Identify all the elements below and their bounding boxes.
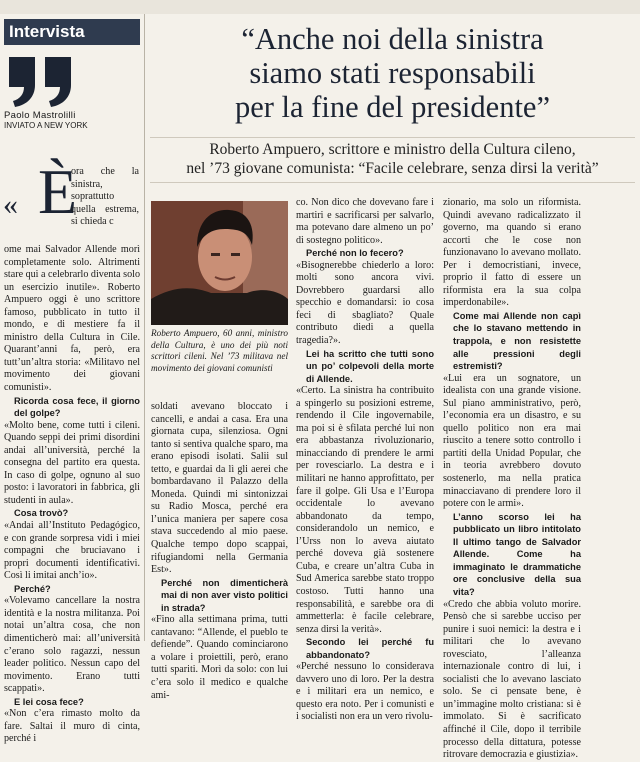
interview-question: Come mai Allende non capì che lo stavano mettendo in trappola, e non resistette alle pressioni degli estremisti?	[453, 310, 581, 372]
body-paragraph: «Certo. La sinistra ha contribuito a spingerlo su posizioni estreme, rendendo il Cile ingovernabile, ma poi si è sfilata perché lui non era abbastanza rivoluzionario, minacciando di prendere le armi per rovesciarlo. La destra e i militari ne hanno approfittato, per fare il golpe. Gli Usa e l’Europa occidentale lo avevano abbandonato da tempo, considerandolo un nemico, e l’Urss non lo aveva aiutato perché doveva già sostenere Cuba, e creare un’altra Cuba in Sud America sarebbe stato troppo costoso. Tutti hanno una responsabilità, e sarebbe ora di ammetterla: è facile celebrare, senza dirsi la verità».	[296, 385, 434, 635]
dropcap-guillemet: «	[3, 188, 18, 221]
subhead-line: nel ’73 giovane comunista: “Facile celebrare, senza dirsi la verità”	[186, 160, 599, 177]
column-1	[4, 244, 140, 745]
interview-question: Secondo lei perché fu abbandonato?	[306, 637, 434, 660]
headline-rule	[150, 137, 635, 138]
body-paragraph: «Lui era un sognatore, un idealista con una grande visione. Sul piano amministrativo, però, l’economia era un disastro, e su quello politico non era mai riuscito a tenere sotto controllo i partiti della Unidad Popular, che in teoria avrebbero dovuto sostenerlo, ma nella pratica minacciavano di prendere loro il potere con le armi».	[443, 372, 581, 510]
body-paragraph: «Credo che abbia voluto morire. Pensò che si sarebbe ucciso per punire i suoi nemici: la destra e i militari che lo avevano rovesciato, l’alleanza internazionale contro di lui, i socialisti che lo avevano lasciato solo. Se ci pensate bene, è un’immagine molto cristiana: si è immolato. Si è sacrificato affinché il Cile, dopo il terribile processo della dittatura, potesse ritrovare democrazia e giustizia».	[443, 598, 581, 761]
interview-question: Perché non lo fecero?	[306, 248, 404, 259]
column-1-intro	[71, 166, 139, 228]
interview-question: Perché?	[14, 583, 51, 594]
dropcap: È	[38, 156, 78, 227]
portrait-photo	[151, 201, 288, 325]
column-2	[151, 401, 288, 701]
headline-line: per la fine del presidente”	[234, 90, 550, 124]
body-paragraph: «Non c’era rimasto molto da fare. Saltai il muro di cinta, perché i	[4, 708, 140, 745]
column-4	[443, 197, 581, 761]
column-divider	[144, 14, 145, 641]
column-3	[296, 197, 434, 723]
body-paragraph: «Volevamo cancellare la nostra identità e la nostra militanza. Poi notai un’altra cosa, che non dimenticherò mai: all’università c’erano solo ragazzi, nessun leader politico. Nessun capo del movimento. Erano tutti scappati».	[4, 595, 140, 695]
subheadline	[150, 140, 635, 178]
interview-question: E lei cosa fece?	[14, 696, 84, 707]
interview-question: Perché non dimenticherà mai di non aver visto politici in strada?	[161, 577, 288, 613]
body-paragraph-continued: ome mai Salvador Allende morì completamente solo. Altrimenti stare qui a celebrarlo diventa solo un esercizio inutile». Roberto Ampuero oggi è uno scrittore famoso, pubblicato in tutto il mondo, e di mestiere fa il ministro della Cultura in Cile. Quarant’anni fa, però, era tutt’un’altra storia: «Militavo nel movimento dei giovani comunisti».	[4, 244, 140, 394]
interview-question: Cosa trovò?	[14, 508, 69, 519]
body-paragraph: «Fino alla settimana prima, tutti cantavano: “Allende, el pueblo te defiende”. Quando cominciarono a volare i proiettili, però, erano tutti spariti. Morì da solo: con lui c’era solo il medico e qualche ami-	[151, 614, 288, 701]
body-paragraph: «Perché nessuno lo considerava davvero uno di loro. Per la destra e i militari era un nemico, e questo era noto. Per i comunisti e i socialisti non era un vero rivolu-	[296, 661, 434, 723]
body-paragraph: «Andai all’Instituto Pedagógico, e con grande sorpresa vidi i miei compagni che bruciavano i propri documenti identificativi. Così li imitai anch’io».	[4, 520, 140, 582]
body-paragraph: zionario, ma solo un riformista. Quindi avevano radicalizzato il governo, ma quando si erano accorti che le cose non funzionavano lo avevano mollato. Per i democristiani, invece, proprio il fatto di essere un riformista era la sua colpa imperdonabile».	[443, 197, 581, 309]
interview-question: L’anno scorso lei ha pubblicato un libro intitolato Il ultimo tango de Salvador Allende. Come ha immaginato le drammatiche ore conclusive della sua vita?	[453, 511, 581, 597]
body-paragraph: «Bisognerebbe chiederlo a loro: molti sono ancora vivi. Dovrebbero guardarsi allo specchio e domandarsi: io cosa feci di sbagliato? Quale contributo diedi a quella tragedia?».	[296, 259, 434, 347]
body-paragraph: soldati avevano bloccato i cancelli, e andai a casa. Era una giornata cupa, silenziosa. Ogni tanto si sentiva qualche sparo, ma erano episodi isolati. Salii sul tetto, e guardai da lì gli aerei che bombardavano il Palazzo della Moneda. Quindi mi sintonizzai su Radio Mosca, perché era l’unica maniera per sapere cosa stava succedendo al mio paese. Qualche tempo dopo scappai, rifugiandomi nella Germania Est».	[151, 401, 288, 576]
author-name: Paolo Mastrolilli	[4, 110, 76, 121]
section-rubric: Intervista	[4, 19, 140, 45]
headline-line: “Anche noi della sinistra	[241, 22, 544, 56]
interview-question: Lei ha scritto che tutti sono un po’ colpevoli della morte di Allende.	[306, 348, 434, 384]
quotation-mark-icon	[5, 55, 77, 107]
headline-line: siamo stati responsabili	[249, 56, 536, 90]
body-paragraph: «Molto bene, come tutti i cileni. Quando seppi dei primi disordini andai all’università, perché la consegna del partito era questa. In caso di golpe, ognuno al suo posto: i lavoratori in fabbrica, gli studenti in aula».	[4, 419, 140, 506]
interview-question: Ricorda cosa fece, il giorno del golpe?	[14, 395, 140, 419]
author-role: INVIATO A NEW YORK	[4, 121, 88, 130]
body-paragraph: ora che la sinistra, soprattutto quella estrema, si chieda c	[71, 166, 139, 228]
page-top-margin	[0, 0, 640, 14]
subhead-line: Roberto Ampuero, scrittore e ministro della Cultura cileno,	[209, 141, 576, 158]
headline	[150, 22, 635, 124]
subhead-rule	[150, 182, 635, 183]
photo-caption: Roberto Ampuero, 60 anni, ministro della Cultura, è uno dei più noti scrittori cileni. Nel ’73 militava nel movimento dei giovani comunisti	[151, 328, 288, 373]
body-paragraph: co. Non dico che dovevano fare i martiri e sacrificarsi per salvarlo, ma potevano dare almeno un po’ di sostegno politico».	[296, 197, 434, 246]
